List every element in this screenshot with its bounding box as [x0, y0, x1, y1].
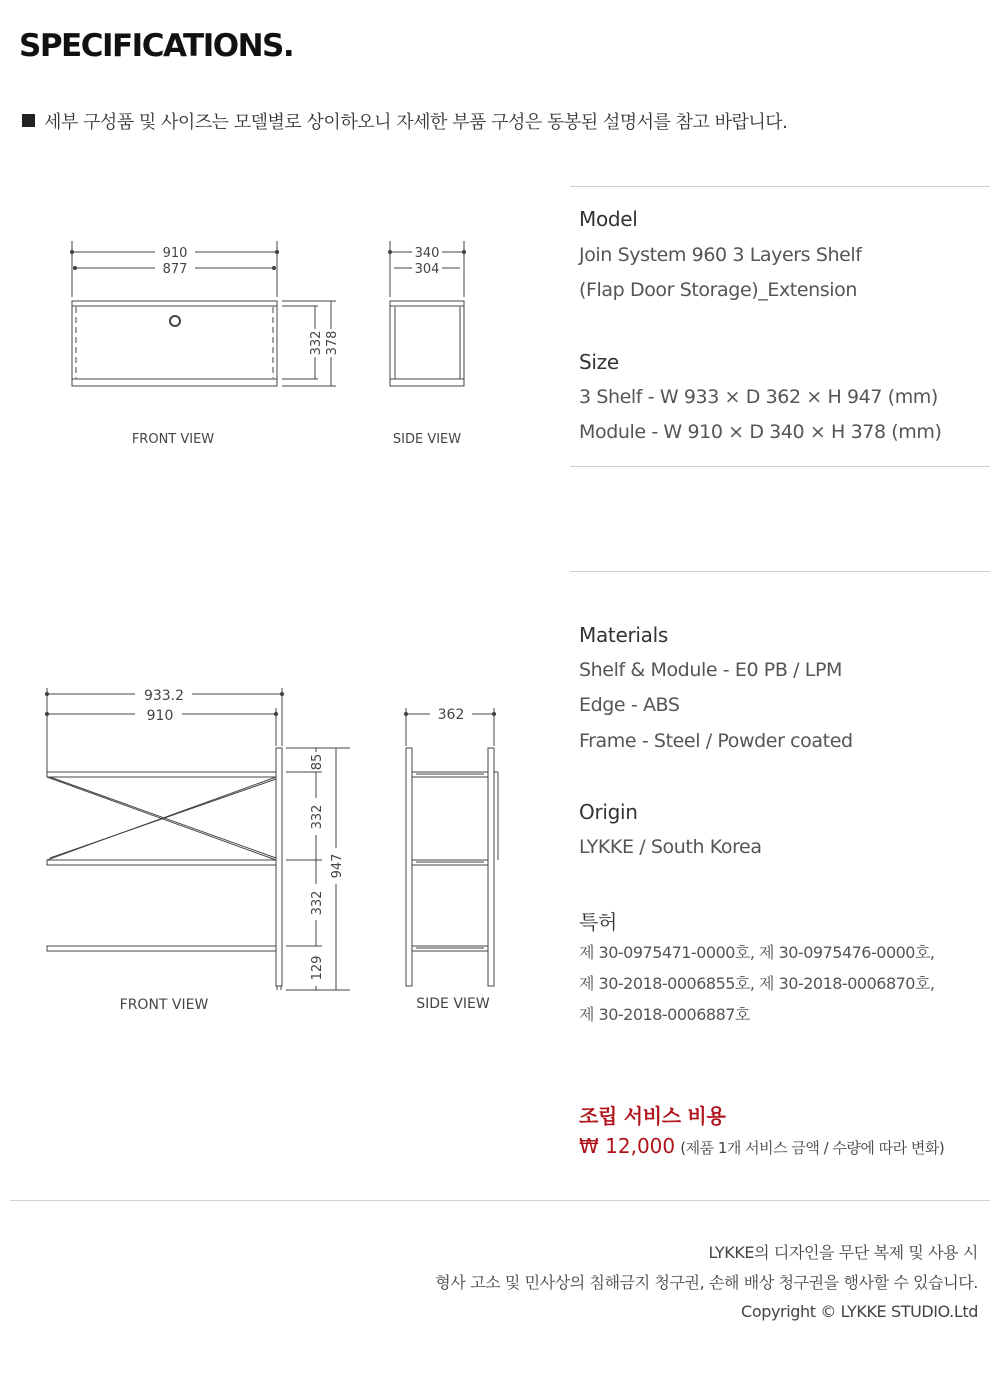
footer-line-2: 형사 고소 및 민사상의 침해금지 청구권, 손해 배상 청구권을 행사할 수 있습니다.	[435, 1273, 978, 1292]
module-front-dim-877: 877	[162, 262, 188, 277]
size-heading: Size	[579, 350, 619, 374]
shelf-front-dim-332a: 332	[310, 804, 325, 830]
shelf-front-dim-85: 85	[310, 753, 325, 771]
shelf-drawing	[40, 680, 510, 1025]
materials-line-3: Frame - Steel / Powder coated	[579, 730, 853, 752]
shelf-front-dim-129: 129	[310, 955, 325, 981]
patent-line-2: 제 30-2018-0006855호, 제 30-2018-0006870호,	[579, 974, 935, 993]
module-front-dim-332: 332	[309, 330, 324, 356]
module-drawing	[40, 235, 510, 465]
patent-line-3: 제 30-2018-0006887호	[579, 1005, 750, 1024]
model-heading: Model	[579, 207, 638, 231]
origin-heading: Origin	[579, 800, 638, 824]
module-side-dim-304: 304	[414, 262, 440, 277]
size-line-2: Module - W 910 × D 340 × H 378 (mm)	[579, 421, 942, 443]
shelf-side-view-label: SIDE VIEW	[416, 996, 490, 1012]
notice-label: 세부 구성품 및 사이즈는 모델별로 상이하오니 자세한 부품 구성은 동봉된 설명서를 참고 바랍니다.	[44, 112, 788, 133]
size-line-1: 3 Shelf - W 933 × D 362 × H 947 (mm)	[579, 386, 938, 408]
patent-line-1: 제 30-0975471-0000호, 제 30-0975476-0000호,	[579, 943, 935, 962]
assembly-note: (제품 1개 서비스 금액 / 수량에 따라 변화)	[680, 1139, 945, 1157]
model-line-2: (Flap Door Storage)_Extension	[579, 279, 858, 301]
divider	[570, 571, 990, 572]
assembly-price: ₩ 12,000	[579, 1134, 676, 1158]
module-front-dim-910: 910	[162, 246, 188, 261]
module-front-dim-378: 378	[325, 330, 340, 356]
module-side-dim-340: 340	[414, 246, 440, 261]
materials-heading: Materials	[579, 623, 668, 647]
assembly-price-row	[579, 1134, 944, 1158]
footer-divider	[10, 1200, 990, 1201]
page-title: SPECIFICATIONS.	[19, 28, 294, 64]
shelf-front-dim-910: 910	[146, 708, 174, 724]
module-front-view-label: FRONT VIEW	[131, 432, 215, 447]
assembly-heading: 조립 서비스 비용	[579, 1104, 726, 1128]
divider	[570, 186, 990, 187]
model-line-1: Join System 960 3 Layers Shelf	[579, 244, 862, 266]
divider	[570, 466, 990, 467]
module-side-view-label: SIDE VIEW	[392, 432, 462, 447]
footer-line-1: LYKKE의 디자인을 무단 복제 및 사용 시	[708, 1243, 978, 1262]
materials-line-1: Shelf & Module - E0 PB / LPM	[579, 659, 843, 681]
square-bullet-icon	[22, 114, 35, 127]
origin-line-1: LYKKE / South Korea	[579, 836, 762, 858]
materials-line-2: Edge - ABS	[579, 694, 680, 716]
shelf-side-dim-362: 362	[437, 707, 465, 723]
notice-text	[22, 108, 787, 134]
shelf-front-view-label: FRONT VIEW	[119, 997, 209, 1013]
patent-heading: 특허	[579, 910, 618, 934]
shelf-front-dim-933: 933.2	[143, 688, 185, 704]
shelf-front-dim-947: 947	[330, 853, 345, 879]
shelf-front-dim-332b: 332	[310, 890, 325, 916]
footer-copyright: Copyright © LYKKE STUDIO.Ltd	[741, 1302, 978, 1321]
